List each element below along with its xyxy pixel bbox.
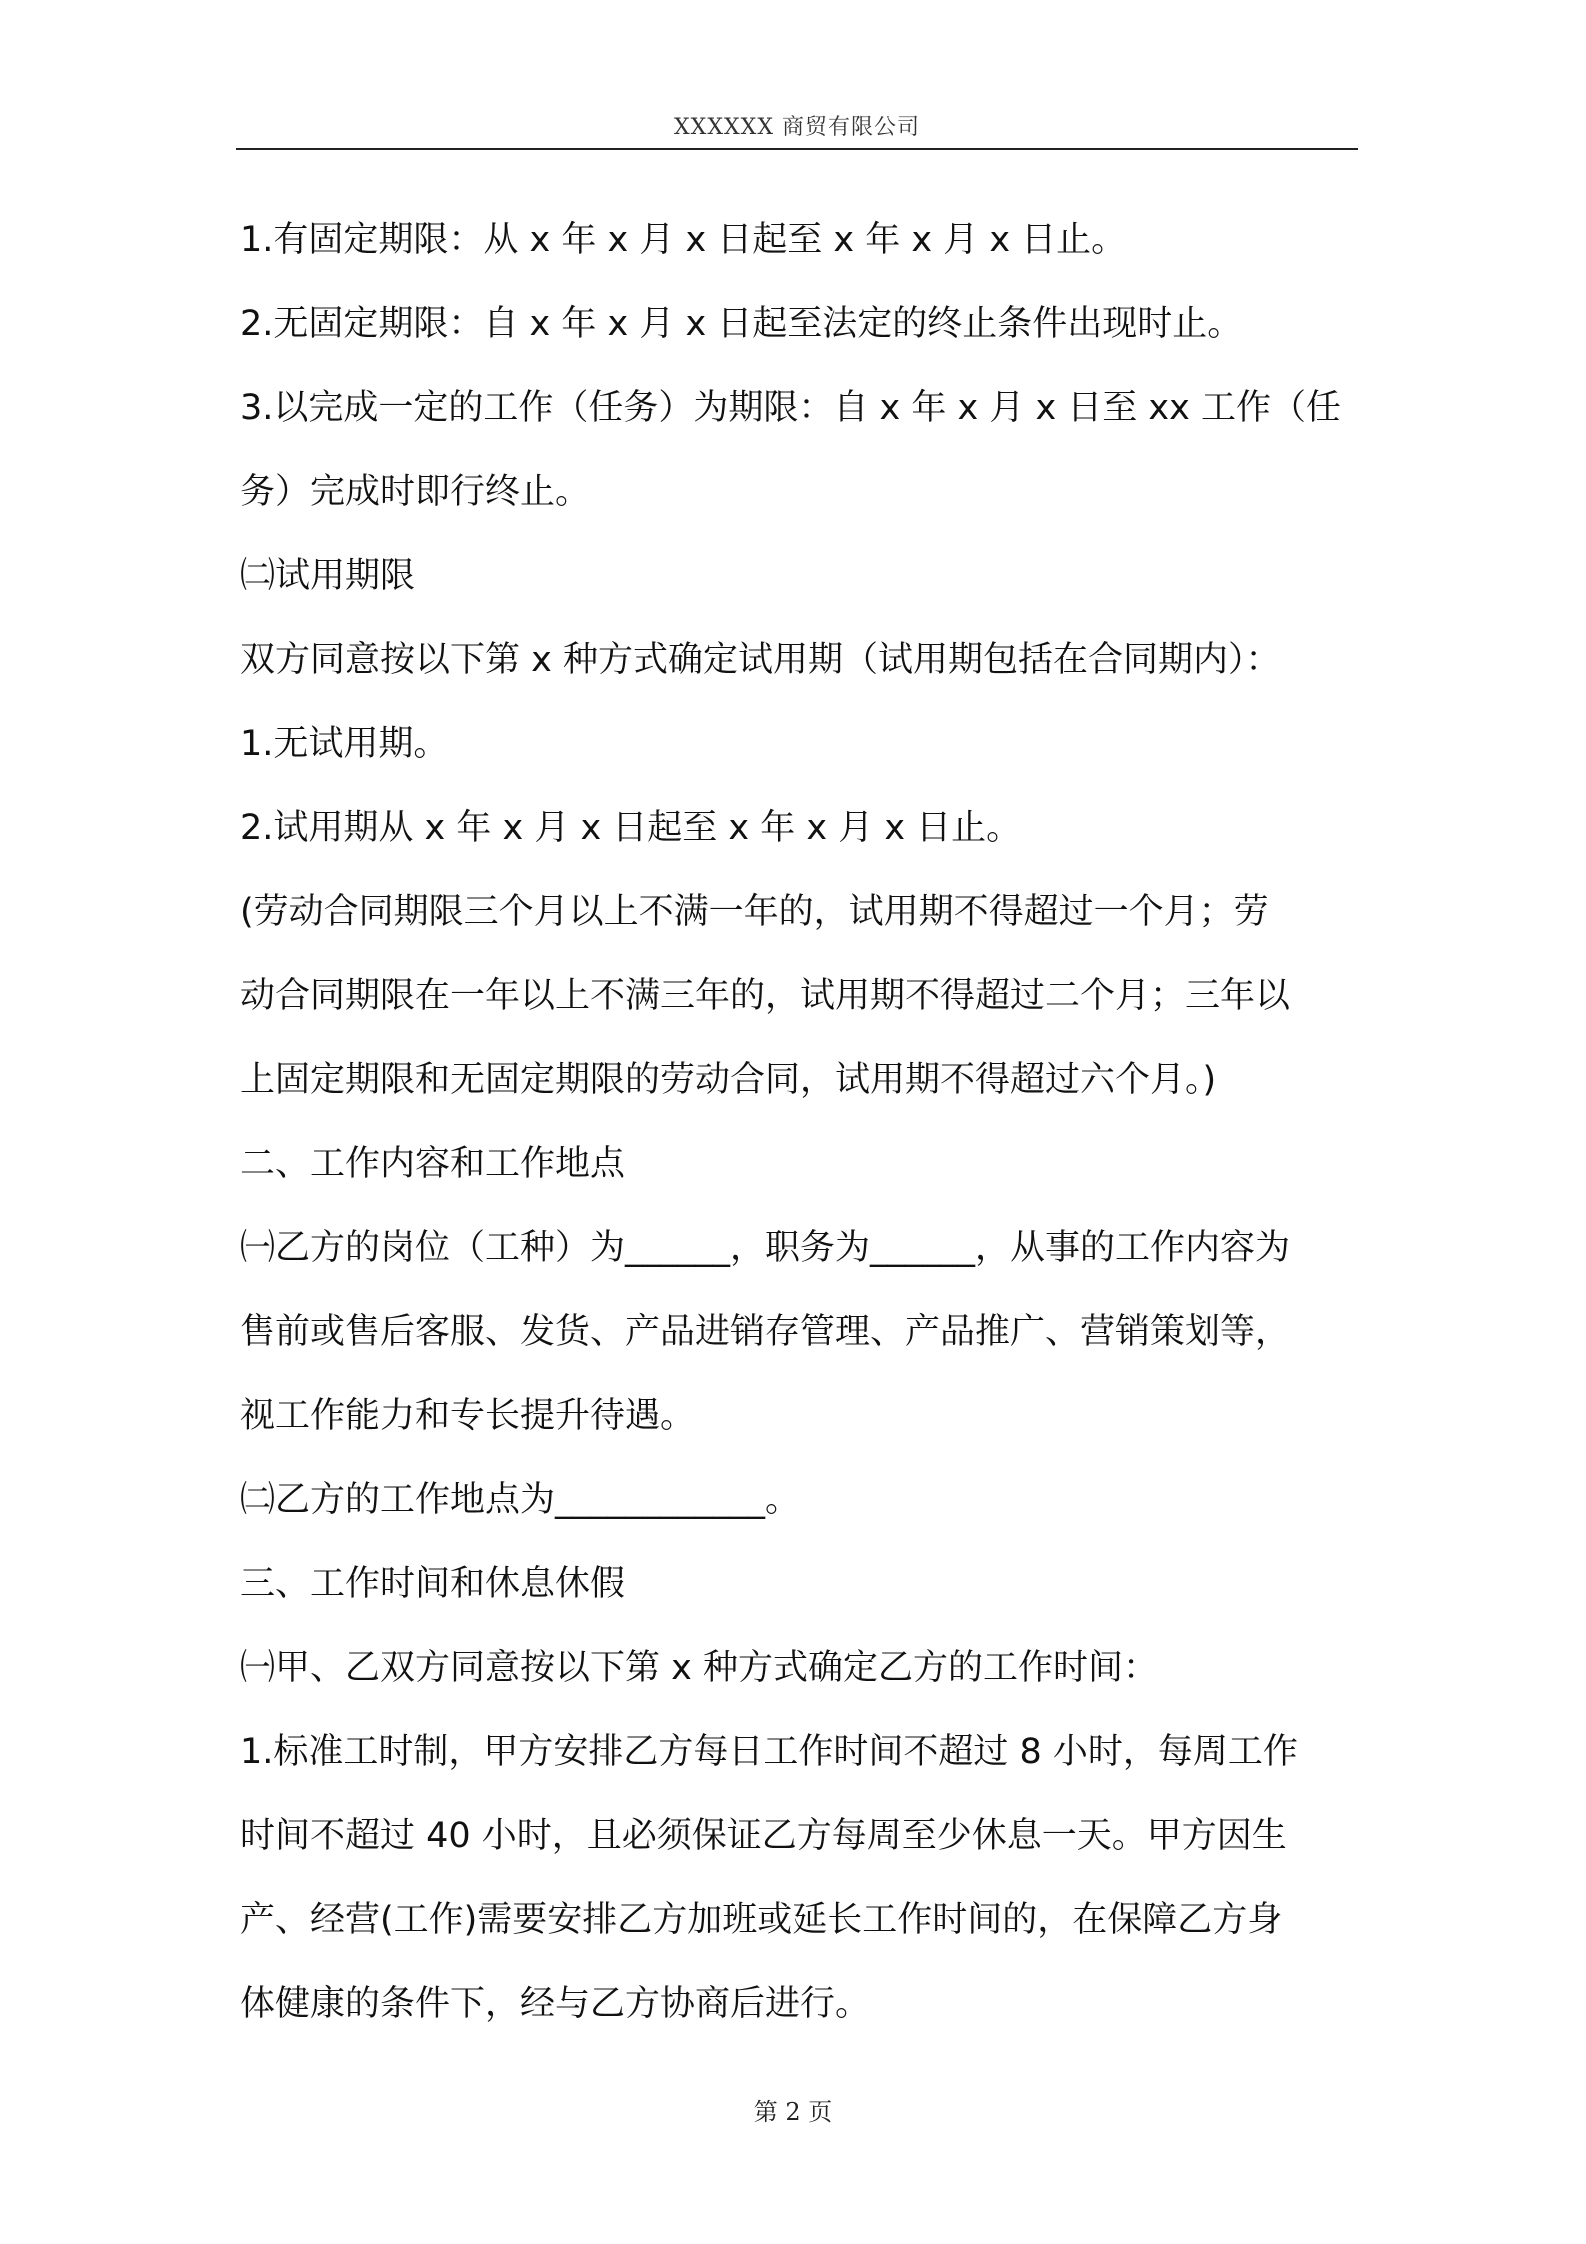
text-line: 视工作能力和专长提升待遇。 [240,1396,696,1436]
page-header [236,108,1358,150]
text-line: 体健康的条件下，经与乙方协商后进行。 [240,1984,871,2024]
document-body [240,198,1358,2046]
company-name: XXXXXX 商贸有限公司 [674,115,920,140]
text-line: ㈡乙方的工作地点为____________。 [240,1480,801,1520]
section-heading: 三、工作时间和休息休假 [240,1564,626,1604]
text-line: ㈠甲、乙双方同意按以下第 x 种方式确定乙方的工作时间： [240,1648,1158,1688]
text-line: 双方同意按以下第 x 种方式确定试用期（试用期包括在合同期内）： [240,640,1281,680]
text-line: 务）完成时即行终止。 [240,472,591,512]
text-line: 1.无试用期。 [240,724,449,764]
text-line: 2.试用期从 x 年 x 月 x 日起至 x 年 x 月 x 日止。 [240,808,1022,848]
text-line: 1.有固定期限：从 x 年 x 月 x 日起至 x 年 x 月 x 日止。 [240,220,1127,260]
text-line: 1.标准工时制，甲方安排乙方每日工作时间不超过 8 小时，每周工作 [240,1732,1298,1772]
text-line: 动合同期限在一年以上不满三年的，试用期不得超过二个月；三年以 [240,976,1291,1016]
text-line: 售前或售后客服、发货、产品进销存管理、产品推广、营销策划等， [240,1312,1291,1352]
text-line: 产、经营(工作)需要安排乙方加班或延长工作时间的，在保障乙方身 [240,1900,1283,1940]
page-number: 第 2 页 [753,2098,833,2126]
text-line: 上固定期限和无固定期限的劳动合同，试用期不得超过六个月。) [240,1060,1217,1100]
text-line: ㈠乙方的岗位（工种）为______，职务为______，从事的工作内容为 [240,1228,1291,1268]
text-line: 时间不超过 40 小时，且必须保证乙方每周至少休息一天。甲方因生 [240,1816,1287,1856]
text-line: 2.无固定期限：自 x 年 x 月 x 日起至法定的终止条件出现时止。 [240,304,1243,344]
text-line: 3.以完成一定的工作（任务）为期限：自 x 年 x 月 x 日至 xx 工作（任 [240,388,1341,428]
section-heading: ㈡试用期限 [240,556,416,596]
section-heading: 二、工作内容和工作地点 [240,1144,626,1184]
text-line: (劳动合同期限三个月以上不满一年的，试用期不得超过一个月；劳 [240,892,1269,932]
